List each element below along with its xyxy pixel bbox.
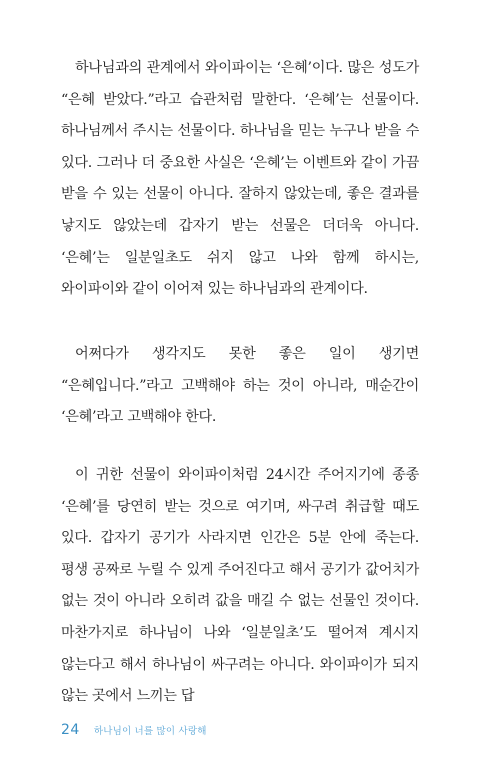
body-paragraph-3: 이 귀한 선물이 와이파이처럼 24시간 주어지기에 종종 ‘은혜’를 당연히 받는 것으로 여기며, 싸구려 취급할 때도 있다. 갑자기 공기가 사라지면 인간은 5분 안에 죽는다. 평생 공짜로 누릴 수 있게 주어진다고 해서 공기가 값어치가 없는 것이 아니라 오히려 값을 매길 수 없는 선물인 것이다. 마찬가지로 하나님이 나와 ‘일분일초’도 떨어져 계시지 않는다고 해서 하나님이 싸구려는 아니다. 와이파이가 되지 않는 곳에서 느끼는 답 bbox=[61, 467, 419, 705]
body-paragraph-2: 어쩌다가 생각지도 못한 좋은 일이 생기면 “은혜입니다.”라고 고백해야 하는 것이 아니라, 매순간이 ‘은혜’라고 고백해야 한다. bbox=[61, 346, 419, 426]
running-title: 하나님이 너를 많이 사랑해 bbox=[93, 726, 207, 737]
page-number: 24 bbox=[61, 722, 80, 738]
body-paragraph-1: 하나님과의 관계에서 와이파이는 ‘은혜’이다. 많은 성도가 “은혜 받았다.”라고 습관처럼 말한다. ‘은혜’는 선물이다. 하나님께서 주시는 선물이다. 하나님을 믿는 누구나 받을 수 있다. 그러나 더 중요한 사실은 ‘은혜’는 이벤트와 같이 가끔 받을 수 있는 선물이 아니다. 잘하지 않았는데, 좋은 결과를 낳지도 않았는데 갑자기 받는 선물은 더더욱 아니다. ‘은혜’는 일분일초도 쉬지 않고 나와 함께 하시는, 와이파이와 같이 이어져 있는 하나님과의 관계이다. bbox=[61, 60, 419, 298]
page-footer bbox=[61, 720, 207, 740]
